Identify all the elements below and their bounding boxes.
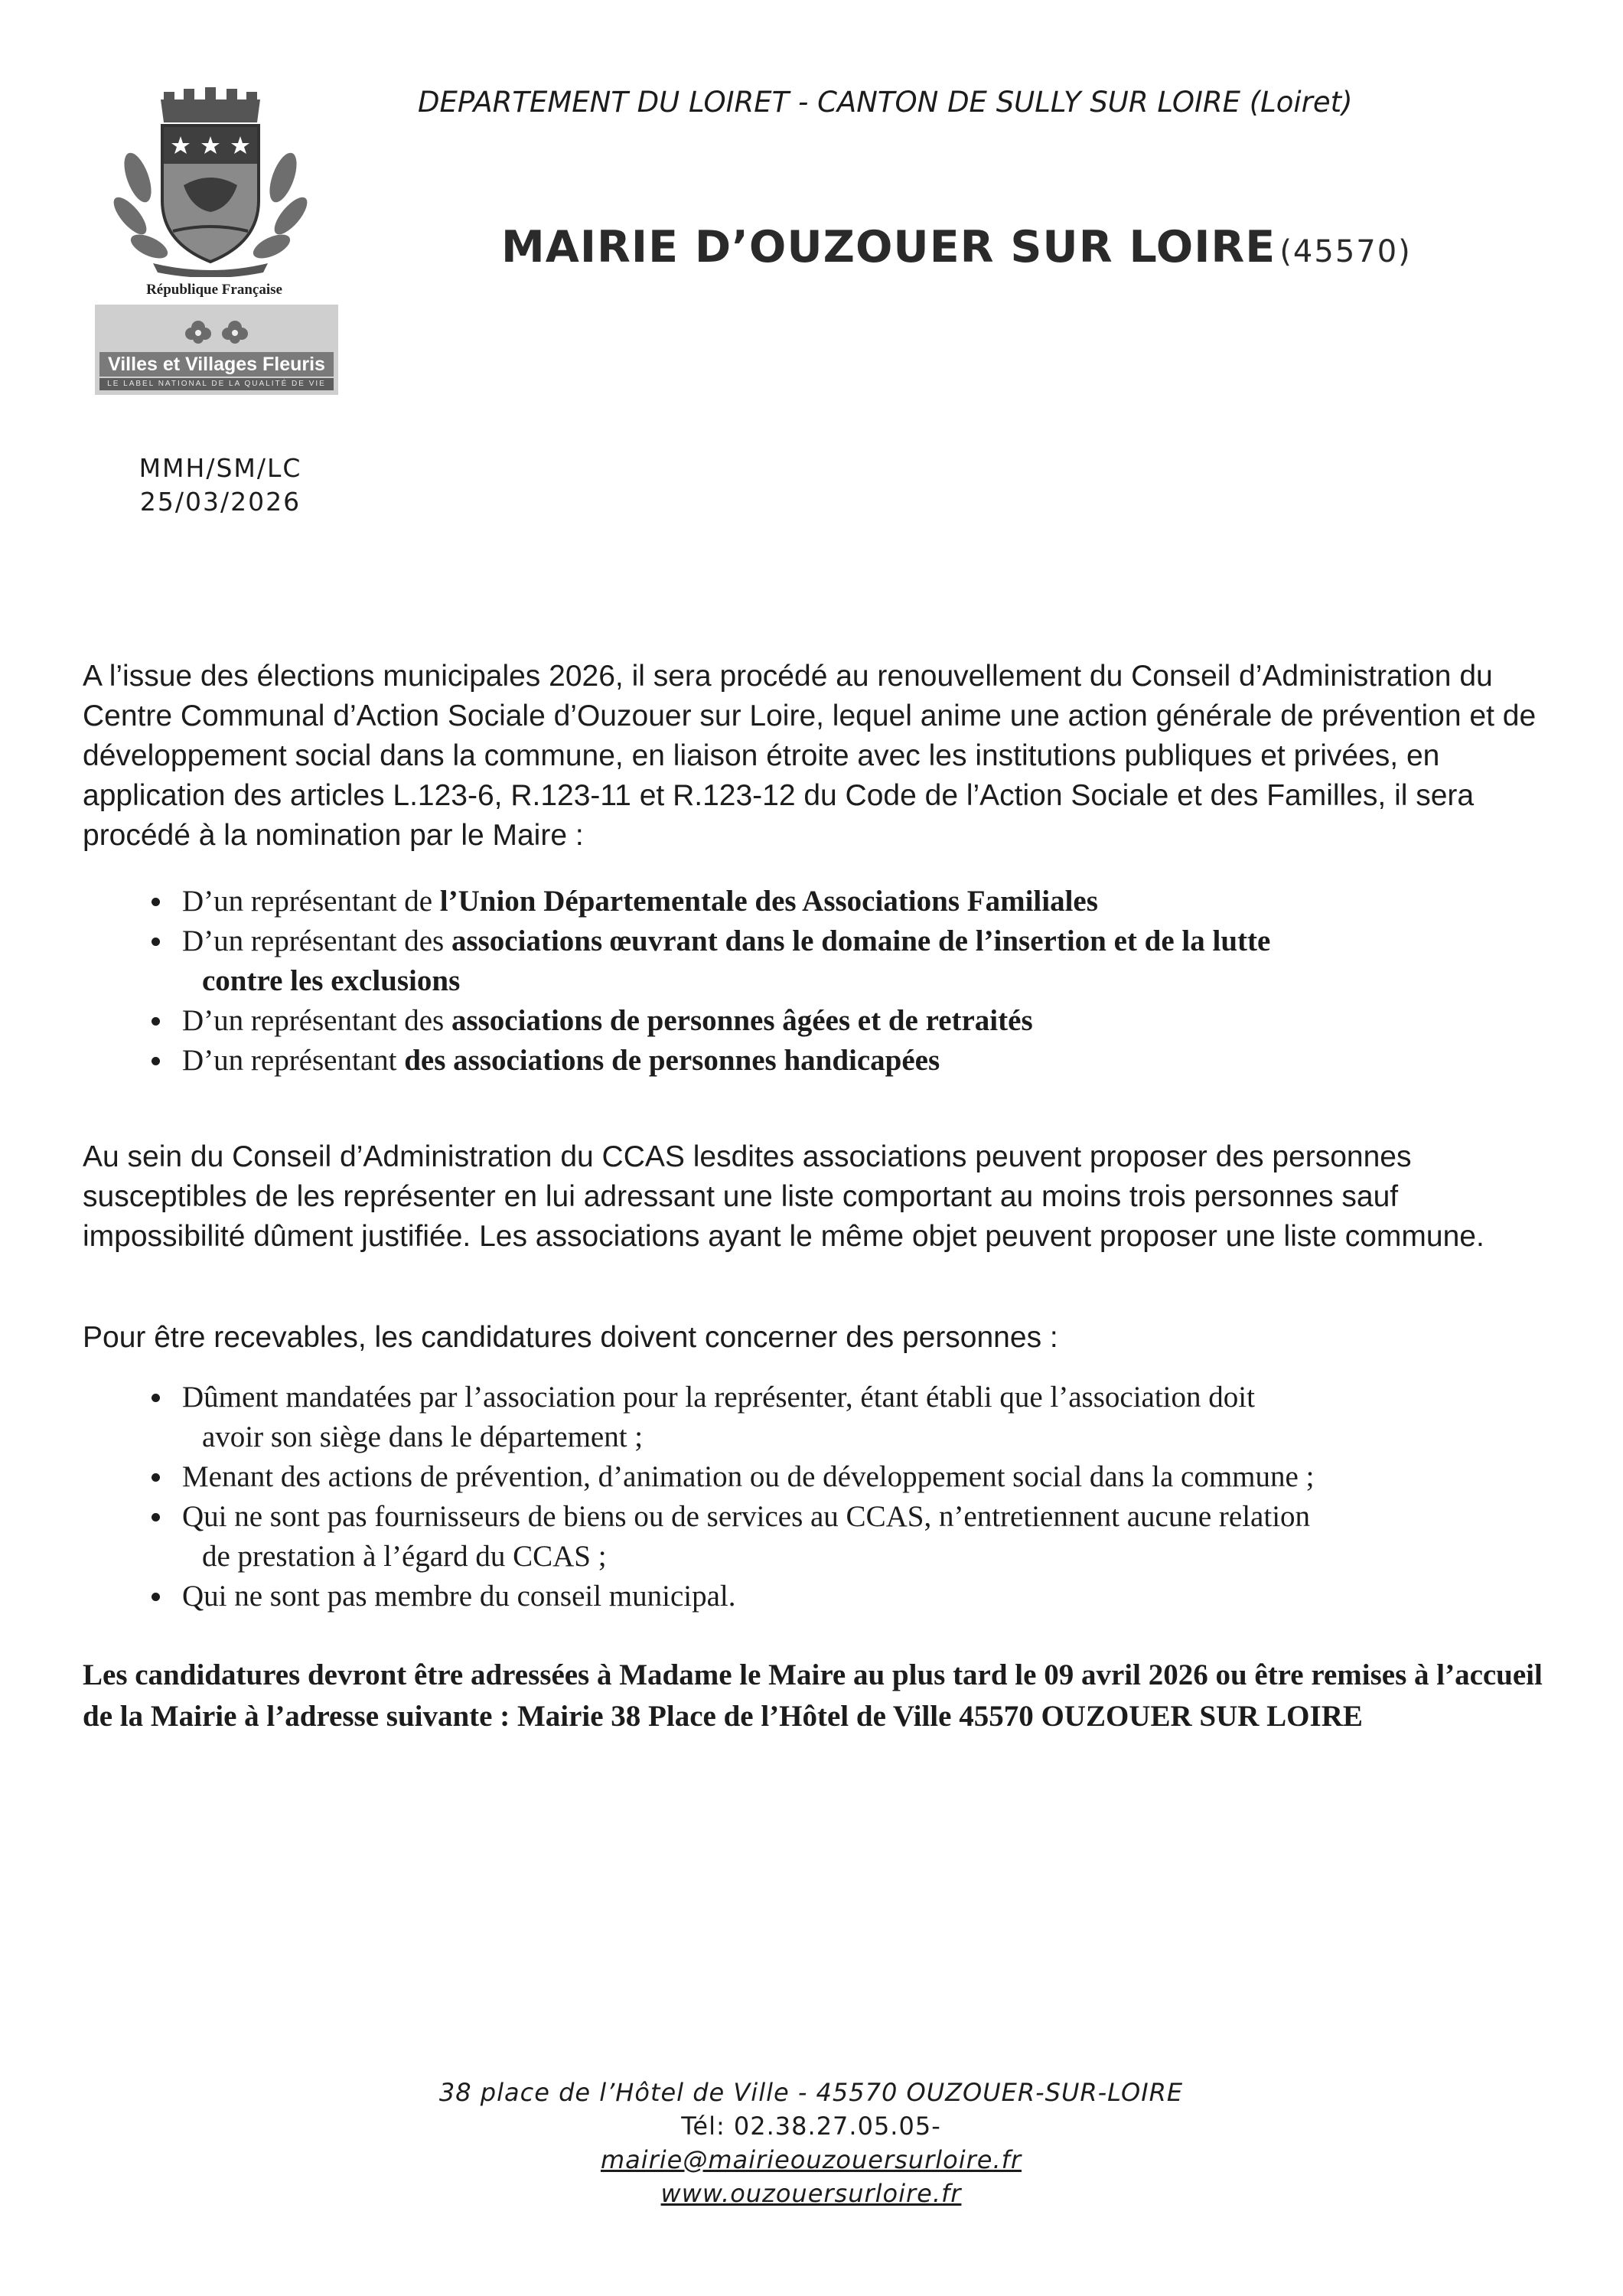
item-emphasis-continued: contre les exclusions <box>202 964 461 997</box>
footer-email-link[interactable]: mairie@mairieouzouersurloire.fr <box>600 2145 1022 2174</box>
bullet-icon <box>152 1394 160 1402</box>
reference-date: 25/03/2026 <box>139 487 301 517</box>
footer <box>352 2076 1270 2210</box>
coat-of-arms-icon <box>107 86 314 277</box>
footer-website-link[interactable]: www.ouzouersurloire.fr <box>660 2179 962 2208</box>
representatives-list <box>152 882 1552 1081</box>
bullet-icon <box>152 938 160 946</box>
list-item <box>152 882 1552 921</box>
item-emphasis: associations de personnes âgées et de retraités <box>451 1004 1033 1037</box>
bullet-icon <box>152 1593 160 1601</box>
list-item <box>152 921 1552 1001</box>
label-tagline: LE LABEL NATIONAL DE LA QUALITÉ DE VIE <box>99 378 334 390</box>
item-emphasis: des associations de personnes handicapées <box>404 1044 940 1077</box>
condition-text-continued: de prestation à l’égard du CCAS ; <box>202 1540 607 1573</box>
bullet-icon <box>152 898 160 906</box>
condition-text-continued: avoir son siège dans le département ; <box>202 1420 644 1453</box>
footer-address: 38 place de l’Hôtel de Ville - 45570 OUZOUER-SUR-LOIRE <box>438 2078 1184 2107</box>
item-prefix: D’un représentant des <box>182 925 451 957</box>
item-prefix: D’un représentant des <box>182 1004 451 1037</box>
list-item <box>152 1577 1552 1616</box>
conditions-list <box>152 1378 1552 1616</box>
list-item <box>152 1041 1552 1081</box>
mairie-title: MAIRIE D’OUZOUER SUR LOIRE <box>501 222 1276 272</box>
bullet-icon <box>152 1017 160 1026</box>
republique-francaise-label: République Française <box>146 282 282 298</box>
item-prefix: D’un représentant de <box>182 885 440 918</box>
flower-icon <box>95 315 338 349</box>
item-emphasis: l’Union Départementale des Associations Familiales <box>439 885 1098 918</box>
item-emphasis: associations œuvrant dans le domaine de l’insertion et de la lutte <box>451 925 1271 957</box>
bullet-icon <box>152 1513 160 1521</box>
bullet-icon <box>152 1473 160 1482</box>
reference-code: MMH/SM/LC <box>139 453 302 483</box>
department-line: DEPARTEMENT DU LOIRET - CANTON DE SULLY SUR LOIRE (Loiret) <box>418 86 1353 119</box>
condition-text: Dûment mandatées par l’association pour la représenter, étant établi que l’association doit <box>182 1381 1255 1414</box>
postcode: (45570) <box>1279 234 1412 269</box>
condition-text: Menant des actions de prévention, d’animation ou de développement social dans la commune ; <box>182 1460 1315 1493</box>
list-item <box>152 1001 1552 1041</box>
bullet-icon <box>152 1057 160 1065</box>
conditions-intro: Pour être recevables, les candidatures doivent concerner des personnes : <box>83 1321 1058 1354</box>
intro-paragraph: A l’issue des élections municipales 2026, il sera procédé au renouvellement du Conseil d’Administration du Centre Communal d’Action Sociale d’Ouzouer sur Loire, lequel anime une action générale de prévention et de développement social dans la commune, en liaison étroite avec les institutions publiques et privées, en application des articles L.123-6, R.123-11 et R.123-12 du Code de l’Action Sociale et des Familles, il sera procédé à la nomination par le Maire : <box>83 660 1537 852</box>
item-prefix: D’un représentant <box>182 1044 405 1077</box>
condition-text: Qui ne sont pas fournisseurs de biens ou de services au CCAS, n’entretiennent aucune relation <box>182 1500 1311 1533</box>
condition-text: Qui ne sont pas membre du conseil municipal. <box>182 1580 736 1613</box>
list-item <box>152 1457 1552 1497</box>
list-item <box>152 1378 1552 1457</box>
ccas-paragraph: Au sein du Conseil d’Administration du CCAS lesdites associations peuvent proposer des personnes susceptibles de les représenter en lui adressant une liste comportant au moins trois personnes sauf impossibilité dûment justifiée. Les associations ayant le même objet peuvent proposer une liste commune. <box>83 1140 1484 1253</box>
list-item <box>152 1497 1552 1577</box>
page-title <box>501 222 1496 272</box>
villes-villages-fleuris-logo <box>95 305 338 395</box>
villes-villages-fleuris-label: Villes et Villages Fleuris <box>99 352 334 377</box>
deadline-notice: Les candidatures devront être adressées à Madame le Maire au plus tard le 09 avril 2026 ou être remises à l’accueil de la Mairie à l’adresse suivante : Mairie 38 Place de l’Hôtel de Ville 45570 OUZOUER SUR LOIRE <box>83 1658 1543 1733</box>
footer-phone: Tél: 02.38.27.05.05- <box>681 2112 941 2141</box>
